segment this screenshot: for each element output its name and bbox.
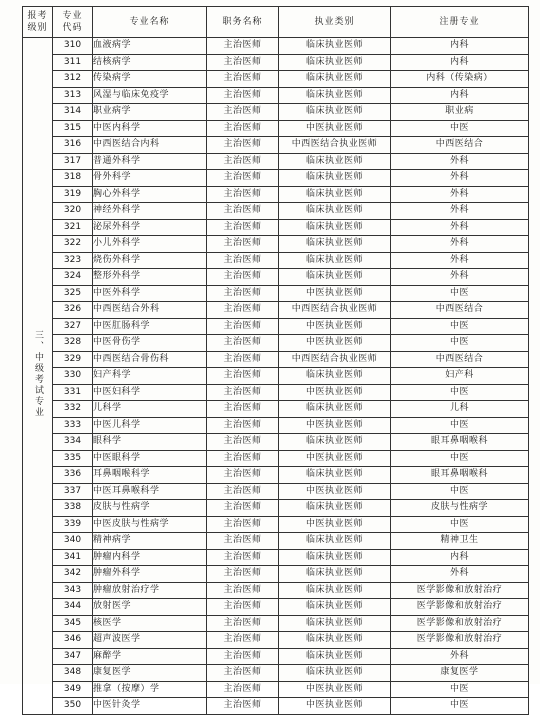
- name-cell: 核医学: [93, 615, 207, 632]
- type-cell: 临床执业医师: [279, 170, 391, 187]
- spec-cell: 内科（传染病）: [391, 71, 529, 88]
- title-cell: 主治医师: [207, 434, 279, 451]
- code-cell: 350: [53, 698, 93, 715]
- table-row: [23, 417, 529, 434]
- code-cell: 337: [53, 483, 93, 500]
- title-cell: 主治医师: [207, 599, 279, 616]
- code-cell: 348: [53, 665, 93, 682]
- name-cell: 胸心外科学: [93, 186, 207, 203]
- title-cell: 主治医师: [207, 516, 279, 533]
- table-row: [23, 533, 529, 550]
- code-cell: 333: [53, 417, 93, 434]
- name-cell: 中医耳鼻喉科学: [93, 483, 207, 500]
- type-cell: 临床执业医师: [279, 500, 391, 517]
- code-cell: 325: [53, 285, 93, 302]
- name-cell: 泌尿外科学: [93, 219, 207, 236]
- type-cell: 中医执业医师: [279, 417, 391, 434]
- table-row: [23, 483, 529, 500]
- spec-cell: 内科: [391, 38, 529, 55]
- title-cell: 主治医师: [207, 467, 279, 484]
- table-row: [23, 170, 529, 187]
- spec-cell: 外科: [391, 566, 529, 583]
- type-cell: 临床执业医师: [279, 615, 391, 632]
- table-row: [23, 665, 529, 682]
- spec-cell: 中医: [391, 318, 529, 335]
- title-cell: 主治医师: [207, 401, 279, 418]
- name-cell: 中医儿科学: [93, 417, 207, 434]
- spec-cell: 儿科: [391, 401, 529, 418]
- spec-cell: 中西医结合: [391, 302, 529, 319]
- title-cell: 主治医师: [207, 137, 279, 154]
- code-cell: 313: [53, 87, 93, 104]
- code-cell: 310: [53, 38, 93, 55]
- spec-cell: 医学影像和放射治疗: [391, 632, 529, 649]
- type-cell: 临床执业医师: [279, 38, 391, 55]
- code-cell: 347: [53, 648, 93, 665]
- spec-cell: 中医: [391, 384, 529, 401]
- title-cell: 主治医师: [207, 219, 279, 236]
- type-cell: 临床执业医师: [279, 368, 391, 385]
- name-cell: 中西医结合骨伤科: [93, 351, 207, 368]
- code-cell: 345: [53, 615, 93, 632]
- table-row: [23, 236, 529, 253]
- header-title: 职务名称: [207, 7, 279, 38]
- type-cell: 临床执业医师: [279, 54, 391, 71]
- spec-cell: 中医: [391, 120, 529, 137]
- name-cell: 肿瘤放射治疗学: [93, 582, 207, 599]
- level-label: 三、中级考试专业: [33, 330, 43, 419]
- code-cell: 343: [53, 582, 93, 599]
- table-row: [23, 87, 529, 104]
- spec-cell: 中医: [391, 417, 529, 434]
- table-row: [23, 648, 529, 665]
- code-cell: 318: [53, 170, 93, 187]
- code-cell: 315: [53, 120, 93, 137]
- name-cell: 烧伤外科学: [93, 252, 207, 269]
- type-cell: 临床执业医师: [279, 434, 391, 451]
- type-cell: 临床执业医师: [279, 582, 391, 599]
- type-cell: 临床执业医师: [279, 599, 391, 616]
- spec-cell: 外科: [391, 186, 529, 203]
- name-cell: 眼科学: [93, 434, 207, 451]
- spec-cell: 内科: [391, 54, 529, 71]
- name-cell: 放射医学: [93, 599, 207, 616]
- code-cell: 317: [53, 153, 93, 170]
- name-cell: 推拿（按摩）学: [93, 681, 207, 698]
- level-cell: [23, 38, 53, 715]
- name-cell: 中医皮肤与性病学: [93, 516, 207, 533]
- table-row: [23, 500, 529, 517]
- name-cell: 超声波医学: [93, 632, 207, 649]
- spec-cell: 中医: [391, 335, 529, 352]
- code-cell: 329: [53, 351, 93, 368]
- registration-table: [22, 6, 529, 715]
- spec-cell: 妇产科: [391, 368, 529, 385]
- name-cell: 中医骨伤学: [93, 335, 207, 352]
- type-cell: 中医执业医师: [279, 384, 391, 401]
- type-cell: 临床执业医师: [279, 186, 391, 203]
- table-row: [23, 104, 529, 121]
- type-cell: 临床执业医师: [279, 269, 391, 286]
- spec-cell: 中西医结合: [391, 137, 529, 154]
- type-cell: 临床执业医师: [279, 467, 391, 484]
- title-cell: 主治医师: [207, 681, 279, 698]
- code-cell: 320: [53, 203, 93, 220]
- type-cell: 中医执业医师: [279, 698, 391, 715]
- spec-cell: 精神卫生: [391, 533, 529, 550]
- table-row: [23, 71, 529, 88]
- code-cell: 332: [53, 401, 93, 418]
- header-name: 专业名称: [93, 7, 207, 38]
- type-cell: 临床执业医师: [279, 252, 391, 269]
- table-row: [23, 566, 529, 583]
- spec-cell: 皮肤与性病学: [391, 500, 529, 517]
- spec-cell: 医学影像和放射治疗: [391, 615, 529, 632]
- title-cell: 主治医师: [207, 566, 279, 583]
- spec-cell: 中西医结合: [391, 351, 529, 368]
- name-cell: 中医针灸学: [93, 698, 207, 715]
- table-row: [23, 219, 529, 236]
- code-cell: 319: [53, 186, 93, 203]
- name-cell: 血液病学: [93, 38, 207, 55]
- code-cell: 312: [53, 71, 93, 88]
- name-cell: 中医内科学: [93, 120, 207, 137]
- code-cell: 339: [53, 516, 93, 533]
- spec-cell: 内科: [391, 87, 529, 104]
- table-row: [23, 516, 529, 533]
- table-row: [23, 549, 529, 566]
- code-cell: 340: [53, 533, 93, 550]
- name-cell: 中医眼科学: [93, 450, 207, 467]
- title-cell: 主治医师: [207, 368, 279, 385]
- code-cell: 338: [53, 500, 93, 517]
- table-row: [23, 252, 529, 269]
- type-cell: 临床执业医师: [279, 87, 391, 104]
- name-cell: 整形外科学: [93, 269, 207, 286]
- title-cell: 主治医师: [207, 170, 279, 187]
- code-cell: 344: [53, 599, 93, 616]
- type-cell: 临床执业医师: [279, 236, 391, 253]
- title-cell: 主治医师: [207, 615, 279, 632]
- name-cell: 结核病学: [93, 54, 207, 71]
- table-row: [23, 632, 529, 649]
- spec-cell: 外科: [391, 170, 529, 187]
- table-row: [23, 203, 529, 220]
- spec-cell: 内科: [391, 549, 529, 566]
- code-cell: 316: [53, 137, 93, 154]
- name-cell: 康复医学: [93, 665, 207, 682]
- title-cell: 主治医师: [207, 153, 279, 170]
- table-row: [23, 318, 529, 335]
- type-cell: 临床执业医师: [279, 632, 391, 649]
- type-cell: 临床执业医师: [279, 648, 391, 665]
- code-cell: 322: [53, 236, 93, 253]
- spec-cell: 中医: [391, 516, 529, 533]
- table-row: [23, 434, 529, 451]
- name-cell: 妇产科学: [93, 368, 207, 385]
- name-cell: 中医肛肠科学: [93, 318, 207, 335]
- table-row: [23, 351, 529, 368]
- code-cell: 334: [53, 434, 93, 451]
- table-body: [23, 38, 529, 715]
- name-cell: 普通外科学: [93, 153, 207, 170]
- title-cell: 主治医师: [207, 252, 279, 269]
- type-cell: 中医执业医师: [279, 681, 391, 698]
- type-cell: 临床执业医师: [279, 219, 391, 236]
- spec-cell: 外科: [391, 252, 529, 269]
- table-row: [23, 368, 529, 385]
- type-cell: 临床执业医师: [279, 203, 391, 220]
- table-row: [23, 269, 529, 286]
- spec-cell: 外科: [391, 203, 529, 220]
- spec-cell: 中医: [391, 681, 529, 698]
- table-row: [23, 401, 529, 418]
- code-cell: 324: [53, 269, 93, 286]
- title-cell: 主治医师: [207, 285, 279, 302]
- code-cell: 346: [53, 632, 93, 649]
- type-cell: 中医执业医师: [279, 285, 391, 302]
- type-cell: 中西医结合执业医师: [279, 351, 391, 368]
- spec-cell: 外科: [391, 648, 529, 665]
- title-cell: 主治医师: [207, 203, 279, 220]
- title-cell: 主治医师: [207, 335, 279, 352]
- title-cell: 主治医师: [207, 533, 279, 550]
- code-cell: 341: [53, 549, 93, 566]
- code-cell: 342: [53, 566, 93, 583]
- name-cell: 风湿与临床免疫学: [93, 87, 207, 104]
- title-cell: 主治医师: [207, 648, 279, 665]
- title-cell: 主治医师: [207, 104, 279, 121]
- title-cell: 主治医师: [207, 549, 279, 566]
- name-cell: 中医外科学: [93, 285, 207, 302]
- spec-cell: 外科: [391, 219, 529, 236]
- title-cell: 主治医师: [207, 38, 279, 55]
- code-cell: 328: [53, 335, 93, 352]
- title-cell: 主治医师: [207, 269, 279, 286]
- title-cell: 主治医师: [207, 236, 279, 253]
- spec-cell: 外科: [391, 236, 529, 253]
- title-cell: 主治医师: [207, 54, 279, 71]
- type-cell: 中医执业医师: [279, 335, 391, 352]
- title-cell: 主治医师: [207, 120, 279, 137]
- header-code: 专业 代码: [53, 7, 93, 38]
- title-cell: 主治医师: [207, 632, 279, 649]
- name-cell: 中医妇科学: [93, 384, 207, 401]
- name-cell: 精神病学: [93, 533, 207, 550]
- type-cell: 中西医结合执业医师: [279, 137, 391, 154]
- title-cell: 主治医师: [207, 582, 279, 599]
- title-cell: 主治医师: [207, 318, 279, 335]
- type-cell: 临床执业医师: [279, 153, 391, 170]
- code-cell: 349: [53, 681, 93, 698]
- title-cell: 主治医师: [207, 351, 279, 368]
- title-cell: 主治医师: [207, 500, 279, 517]
- title-cell: 主治医师: [207, 71, 279, 88]
- table-row: [23, 681, 529, 698]
- table-row: [23, 302, 529, 319]
- type-cell: 临床执业医师: [279, 566, 391, 583]
- code-cell: 330: [53, 368, 93, 385]
- title-cell: 主治医师: [207, 384, 279, 401]
- name-cell: 骨外科学: [93, 170, 207, 187]
- name-cell: 麻醉学: [93, 648, 207, 665]
- type-cell: 临床执业医师: [279, 549, 391, 566]
- table-row: [23, 450, 529, 467]
- title-cell: 主治医师: [207, 450, 279, 467]
- code-cell: 335: [53, 450, 93, 467]
- table-row: [23, 599, 529, 616]
- name-cell: 肿瘤内科学: [93, 549, 207, 566]
- header-type: 执业类别: [279, 7, 391, 38]
- type-cell: 中医执业医师: [279, 120, 391, 137]
- table-row: [23, 38, 529, 55]
- title-cell: 主治医师: [207, 698, 279, 715]
- type-cell: 中医执业医师: [279, 450, 391, 467]
- code-cell: 314: [53, 104, 93, 121]
- name-cell: 儿科学: [93, 401, 207, 418]
- type-cell: 临床执业医师: [279, 665, 391, 682]
- spec-cell: 职业病: [391, 104, 529, 121]
- spec-cell: 眼耳鼻咽喉科: [391, 467, 529, 484]
- spec-cell: 中医: [391, 483, 529, 500]
- spec-cell: 中医: [391, 698, 529, 715]
- spec-cell: 康复医学: [391, 665, 529, 682]
- table-row: [23, 137, 529, 154]
- table-row: [23, 54, 529, 71]
- name-cell: 神经外科学: [93, 203, 207, 220]
- type-cell: 临床执业医师: [279, 401, 391, 418]
- type-cell: 中西医结合执业医师: [279, 302, 391, 319]
- code-cell: 331: [53, 384, 93, 401]
- spec-cell: 眼耳鼻咽喉科: [391, 434, 529, 451]
- name-cell: 职业病学: [93, 104, 207, 121]
- name-cell: 肿瘤外科学: [93, 566, 207, 583]
- type-cell: 中医执业医师: [279, 483, 391, 500]
- type-cell: 临床执业医师: [279, 71, 391, 88]
- title-cell: 主治医师: [207, 302, 279, 319]
- code-cell: 336: [53, 467, 93, 484]
- spec-cell: 医学影像和放射治疗: [391, 582, 529, 599]
- name-cell: 中西医结合内科: [93, 137, 207, 154]
- type-cell: 临床执业医师: [279, 533, 391, 550]
- spec-cell: 外科: [391, 269, 529, 286]
- table-row: [23, 698, 529, 715]
- code-cell: 311: [53, 54, 93, 71]
- name-cell: 小儿外科学: [93, 236, 207, 253]
- type-cell: 中医执业医师: [279, 516, 391, 533]
- title-cell: 主治医师: [207, 483, 279, 500]
- code-cell: 327: [53, 318, 93, 335]
- title-cell: 主治医师: [207, 665, 279, 682]
- header-level: 报考 级别: [23, 7, 53, 38]
- table-row: [23, 582, 529, 599]
- table-row: [23, 120, 529, 137]
- table-row: [23, 335, 529, 352]
- table-header-row: [23, 7, 529, 38]
- table-row: [23, 467, 529, 484]
- table-row: [23, 153, 529, 170]
- title-cell: 主治医师: [207, 87, 279, 104]
- spec-cell: 中医: [391, 450, 529, 467]
- name-cell: 传染病学: [93, 71, 207, 88]
- spec-cell: 外科: [391, 153, 529, 170]
- name-cell: 皮肤与性病学: [93, 500, 207, 517]
- code-cell: 326: [53, 302, 93, 319]
- name-cell: 耳鼻咽喉科学: [93, 467, 207, 484]
- code-cell: 321: [53, 219, 93, 236]
- spec-cell: 中医: [391, 285, 529, 302]
- table-row: [23, 384, 529, 401]
- table-row: [23, 186, 529, 203]
- type-cell: 临床执业医师: [279, 104, 391, 121]
- header-spec: 注册专业: [391, 7, 529, 38]
- table-row: [23, 615, 529, 632]
- code-cell: 323: [53, 252, 93, 269]
- title-cell: 主治医师: [207, 186, 279, 203]
- name-cell: 中西医结合外科: [93, 302, 207, 319]
- spec-cell: 医学影像和放射治疗: [391, 599, 529, 616]
- type-cell: 中医执业医师: [279, 318, 391, 335]
- table-row: [23, 285, 529, 302]
- title-cell: 主治医师: [207, 417, 279, 434]
